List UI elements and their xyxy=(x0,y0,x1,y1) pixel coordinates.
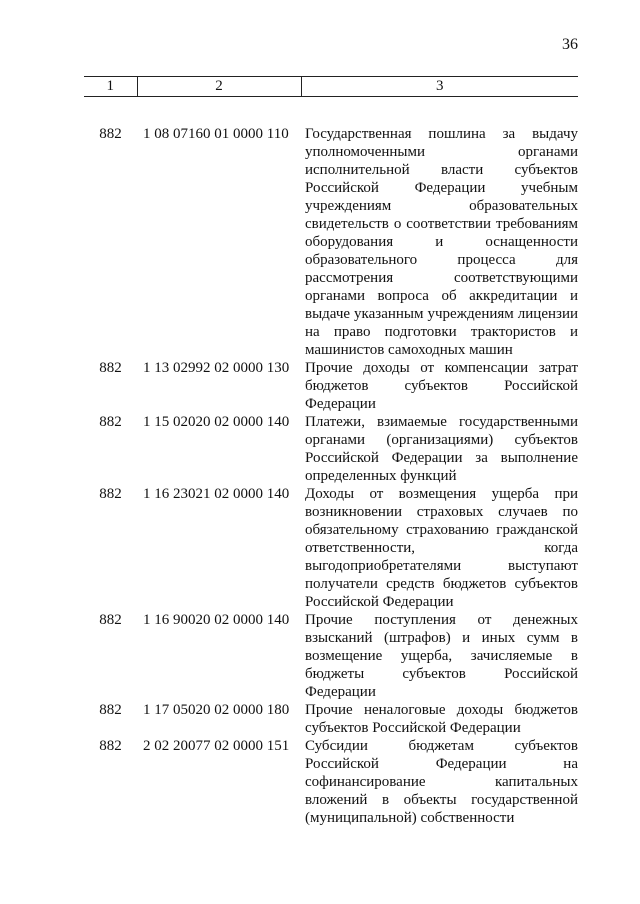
table-row xyxy=(84,97,578,360)
header-row xyxy=(84,77,578,97)
budget-code-cell: 1 17 05020 02 0000 180 xyxy=(143,702,290,718)
description-cell: Прочие неналоговые доходы бюджетов субъектов Российской Федерации xyxy=(305,702,578,736)
admin-code-cell: 882 xyxy=(99,486,122,502)
admin-code-cell: 882 xyxy=(99,414,122,430)
header-col-1: 1 xyxy=(84,77,137,97)
table-header xyxy=(84,77,578,97)
description-cell: Прочие поступления от денежных взысканий (штрафов) и иных сумм в возмещение ущерба, зачисляемые в бюджеты субъектов Российской Федерации xyxy=(305,612,578,700)
description-cell: Субсидии бюджетам субъектов Российской Федерации на софинансирование капитальных вложений в объекты государственной (муниципальной) собственности xyxy=(305,738,578,826)
admin-code-cell: 882 xyxy=(99,738,122,754)
header-col-2: 2 xyxy=(137,77,301,97)
admin-code-cell: 882 xyxy=(99,702,122,718)
budget-code-cell: 1 15 02020 02 0000 140 xyxy=(143,414,290,430)
table-body xyxy=(84,97,578,828)
table-row xyxy=(84,485,578,611)
description-cell: Платежи, взимаемые государственными органами (организациями) субъектов Российской Федерации за выполнение определенных функций xyxy=(305,414,578,484)
budget-code-cell: 1 16 90020 02 0000 140 xyxy=(143,612,290,628)
table-row xyxy=(84,611,578,701)
table-row xyxy=(84,701,578,737)
description-cell: Доходы от возмещения ущерба при возникновении страховых случаев по обязательному страхованию гражданской ответственности, когда выгодоприобретателями выступают получатели средств бюджетов субъектов Российской Федерации xyxy=(305,486,578,610)
table-row xyxy=(84,737,578,827)
description-cell: Государственная пошлина за выдачу уполномоченными органами исполнительной власти субъектов Российской Федерации учебным учреждениям образовательных свидетельств о соответствии требованиям оборудования и оснащенности образовательного процесса для рассмотрения соответствующими органами вопроса об аккредитации и выдаче указанным учреждениям лицензии на право подготовки трактористов и машинистов самоходных машин xyxy=(305,126,578,358)
description-cell: Прочие доходы от компенсации затрат бюджетов субъектов Российской Федерации xyxy=(305,360,578,412)
budget-code-cell: 2 02 20077 02 0000 151 xyxy=(143,738,290,754)
table-row xyxy=(84,359,578,413)
admin-code-cell: 882 xyxy=(99,612,122,628)
table-row xyxy=(84,413,578,485)
header-col-3: 3 xyxy=(301,77,578,97)
budget-code-cell: 1 08 07160 01 0000 110 xyxy=(143,126,289,142)
page-number: 36 xyxy=(562,36,578,53)
admin-code-cell: 882 xyxy=(99,360,122,376)
revenue-codes-table xyxy=(84,76,578,827)
admin-code-cell: 882 xyxy=(99,126,122,142)
budget-code-cell: 1 16 23021 02 0000 140 xyxy=(143,486,290,502)
budget-code-cell: 1 13 02992 02 0000 130 xyxy=(143,360,290,376)
